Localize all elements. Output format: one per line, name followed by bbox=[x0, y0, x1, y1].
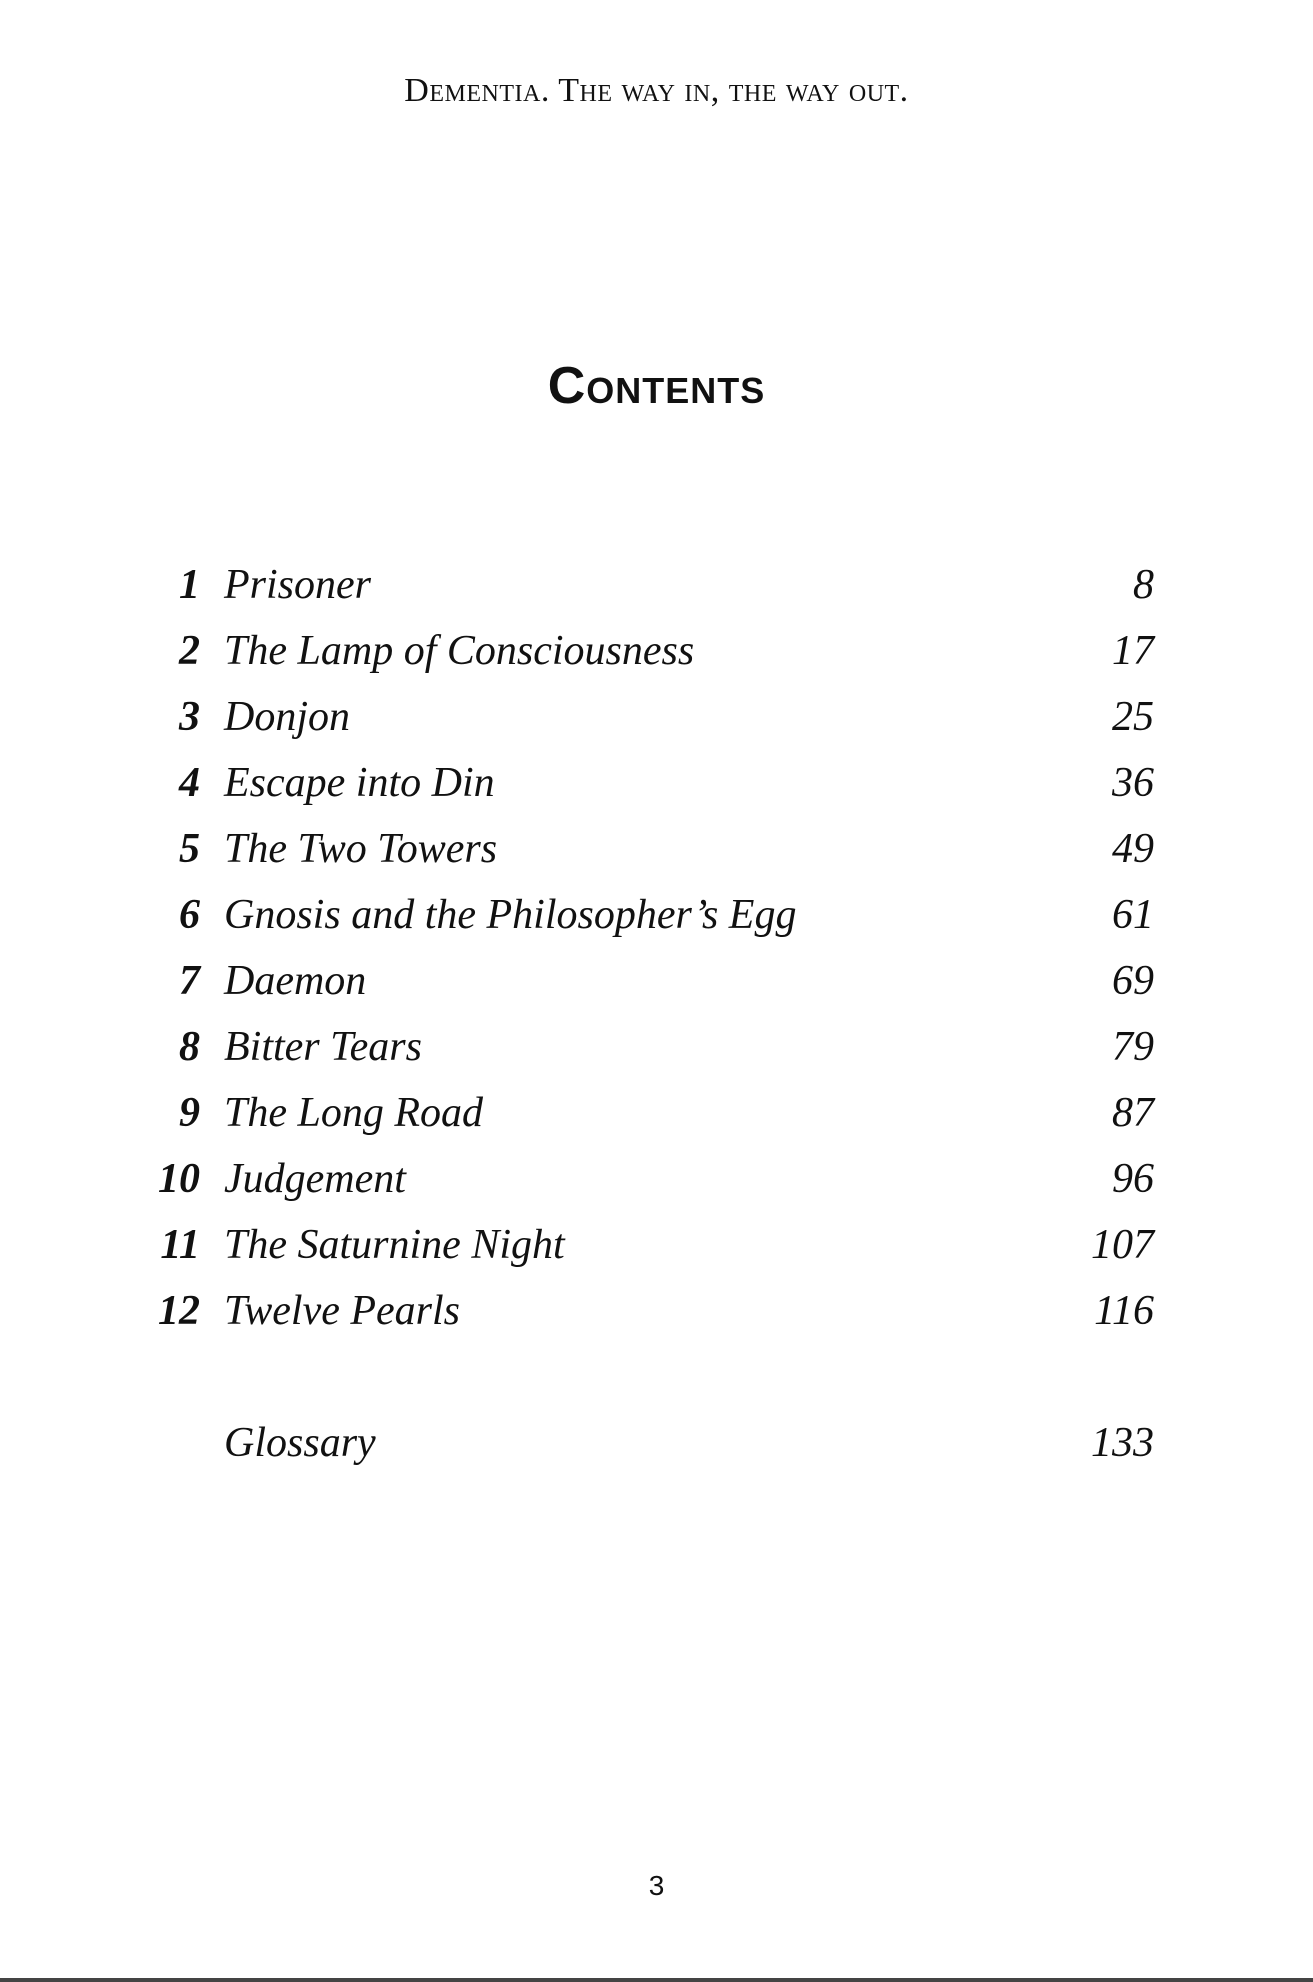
chapter-number: 10 bbox=[158, 1156, 200, 1202]
chapter-page: 79 bbox=[1112, 1024, 1154, 1070]
chapter-title: Daemon bbox=[224, 958, 367, 1004]
chapter-page: 25 bbox=[1112, 694, 1154, 740]
running-header: Dementia. The way in, the way out. bbox=[404, 72, 909, 109]
chapter-page: 8 bbox=[1133, 562, 1154, 608]
chapter-title: Prisoner bbox=[224, 562, 371, 608]
table-of-contents bbox=[150, 552, 1154, 1476]
chapter-number: 6 bbox=[179, 892, 200, 938]
chapter-number: 2 bbox=[179, 628, 200, 674]
toc-entry-11[interactable] bbox=[150, 1212, 1154, 1278]
chapter-page: 49 bbox=[1112, 826, 1154, 872]
page-number: 3 bbox=[648, 1870, 665, 1901]
chapter-page: 87 bbox=[1112, 1090, 1154, 1136]
chapter-page: 69 bbox=[1112, 958, 1154, 1004]
chapter-title: Gnosis and the Philosopher’s Egg bbox=[224, 892, 797, 938]
chapter-number: 9 bbox=[179, 1090, 200, 1136]
bottom-divider bbox=[0, 1978, 1313, 1982]
toc-entry-glossary[interactable] bbox=[150, 1410, 1154, 1476]
chapter-number: 8 bbox=[179, 1024, 200, 1070]
chapter-title: Bitter Tears bbox=[224, 1024, 422, 1070]
chapter-page: 61 bbox=[1112, 892, 1154, 938]
toc-entry-2[interactable] bbox=[150, 618, 1154, 684]
chapter-number: 5 bbox=[179, 826, 200, 872]
toc-entry-9[interactable] bbox=[150, 1080, 1154, 1146]
chapter-number: 11 bbox=[160, 1222, 200, 1268]
toc-entry-10[interactable] bbox=[150, 1146, 1154, 1212]
chapter-page: 107 bbox=[1091, 1222, 1154, 1268]
chapter-page: 116 bbox=[1094, 1288, 1154, 1334]
page-title: Contents bbox=[547, 357, 766, 415]
toc-entry-5[interactable] bbox=[150, 816, 1154, 882]
chapter-title: The Long Road bbox=[224, 1090, 484, 1136]
chapter-title: The Saturnine Night bbox=[224, 1222, 565, 1268]
chapter-title: Escape into Din bbox=[224, 760, 495, 806]
glossary-page: 133 bbox=[1091, 1420, 1154, 1466]
chapter-title: The Two Towers bbox=[224, 826, 498, 872]
chapter-page: 36 bbox=[1112, 760, 1154, 806]
glossary-title: Glossary bbox=[224, 1420, 376, 1466]
chapter-title: The Lamp of Consciousness bbox=[224, 628, 695, 674]
toc-entry-12[interactable] bbox=[150, 1278, 1154, 1344]
toc-entry-4[interactable] bbox=[150, 750, 1154, 816]
chapter-page: 17 bbox=[1112, 628, 1154, 674]
chapter-number: 12 bbox=[158, 1288, 200, 1334]
chapter-title: Twelve Pearls bbox=[224, 1288, 461, 1334]
toc-entry-3[interactable] bbox=[150, 684, 1154, 750]
chapter-number: 4 bbox=[179, 760, 200, 806]
chapter-title: Donjon bbox=[224, 694, 350, 740]
toc-entry-6[interactable] bbox=[150, 882, 1154, 948]
chapter-page: 96 bbox=[1112, 1156, 1154, 1202]
toc-entry-7[interactable] bbox=[150, 948, 1154, 1014]
toc-entry-1[interactable] bbox=[150, 552, 1154, 618]
chapter-number: 7 bbox=[179, 958, 200, 1004]
chapter-number: 1 bbox=[179, 562, 200, 608]
chapter-title: Judgement bbox=[224, 1156, 406, 1202]
chapter-number: 3 bbox=[179, 694, 200, 740]
toc-entry-8[interactable] bbox=[150, 1014, 1154, 1080]
